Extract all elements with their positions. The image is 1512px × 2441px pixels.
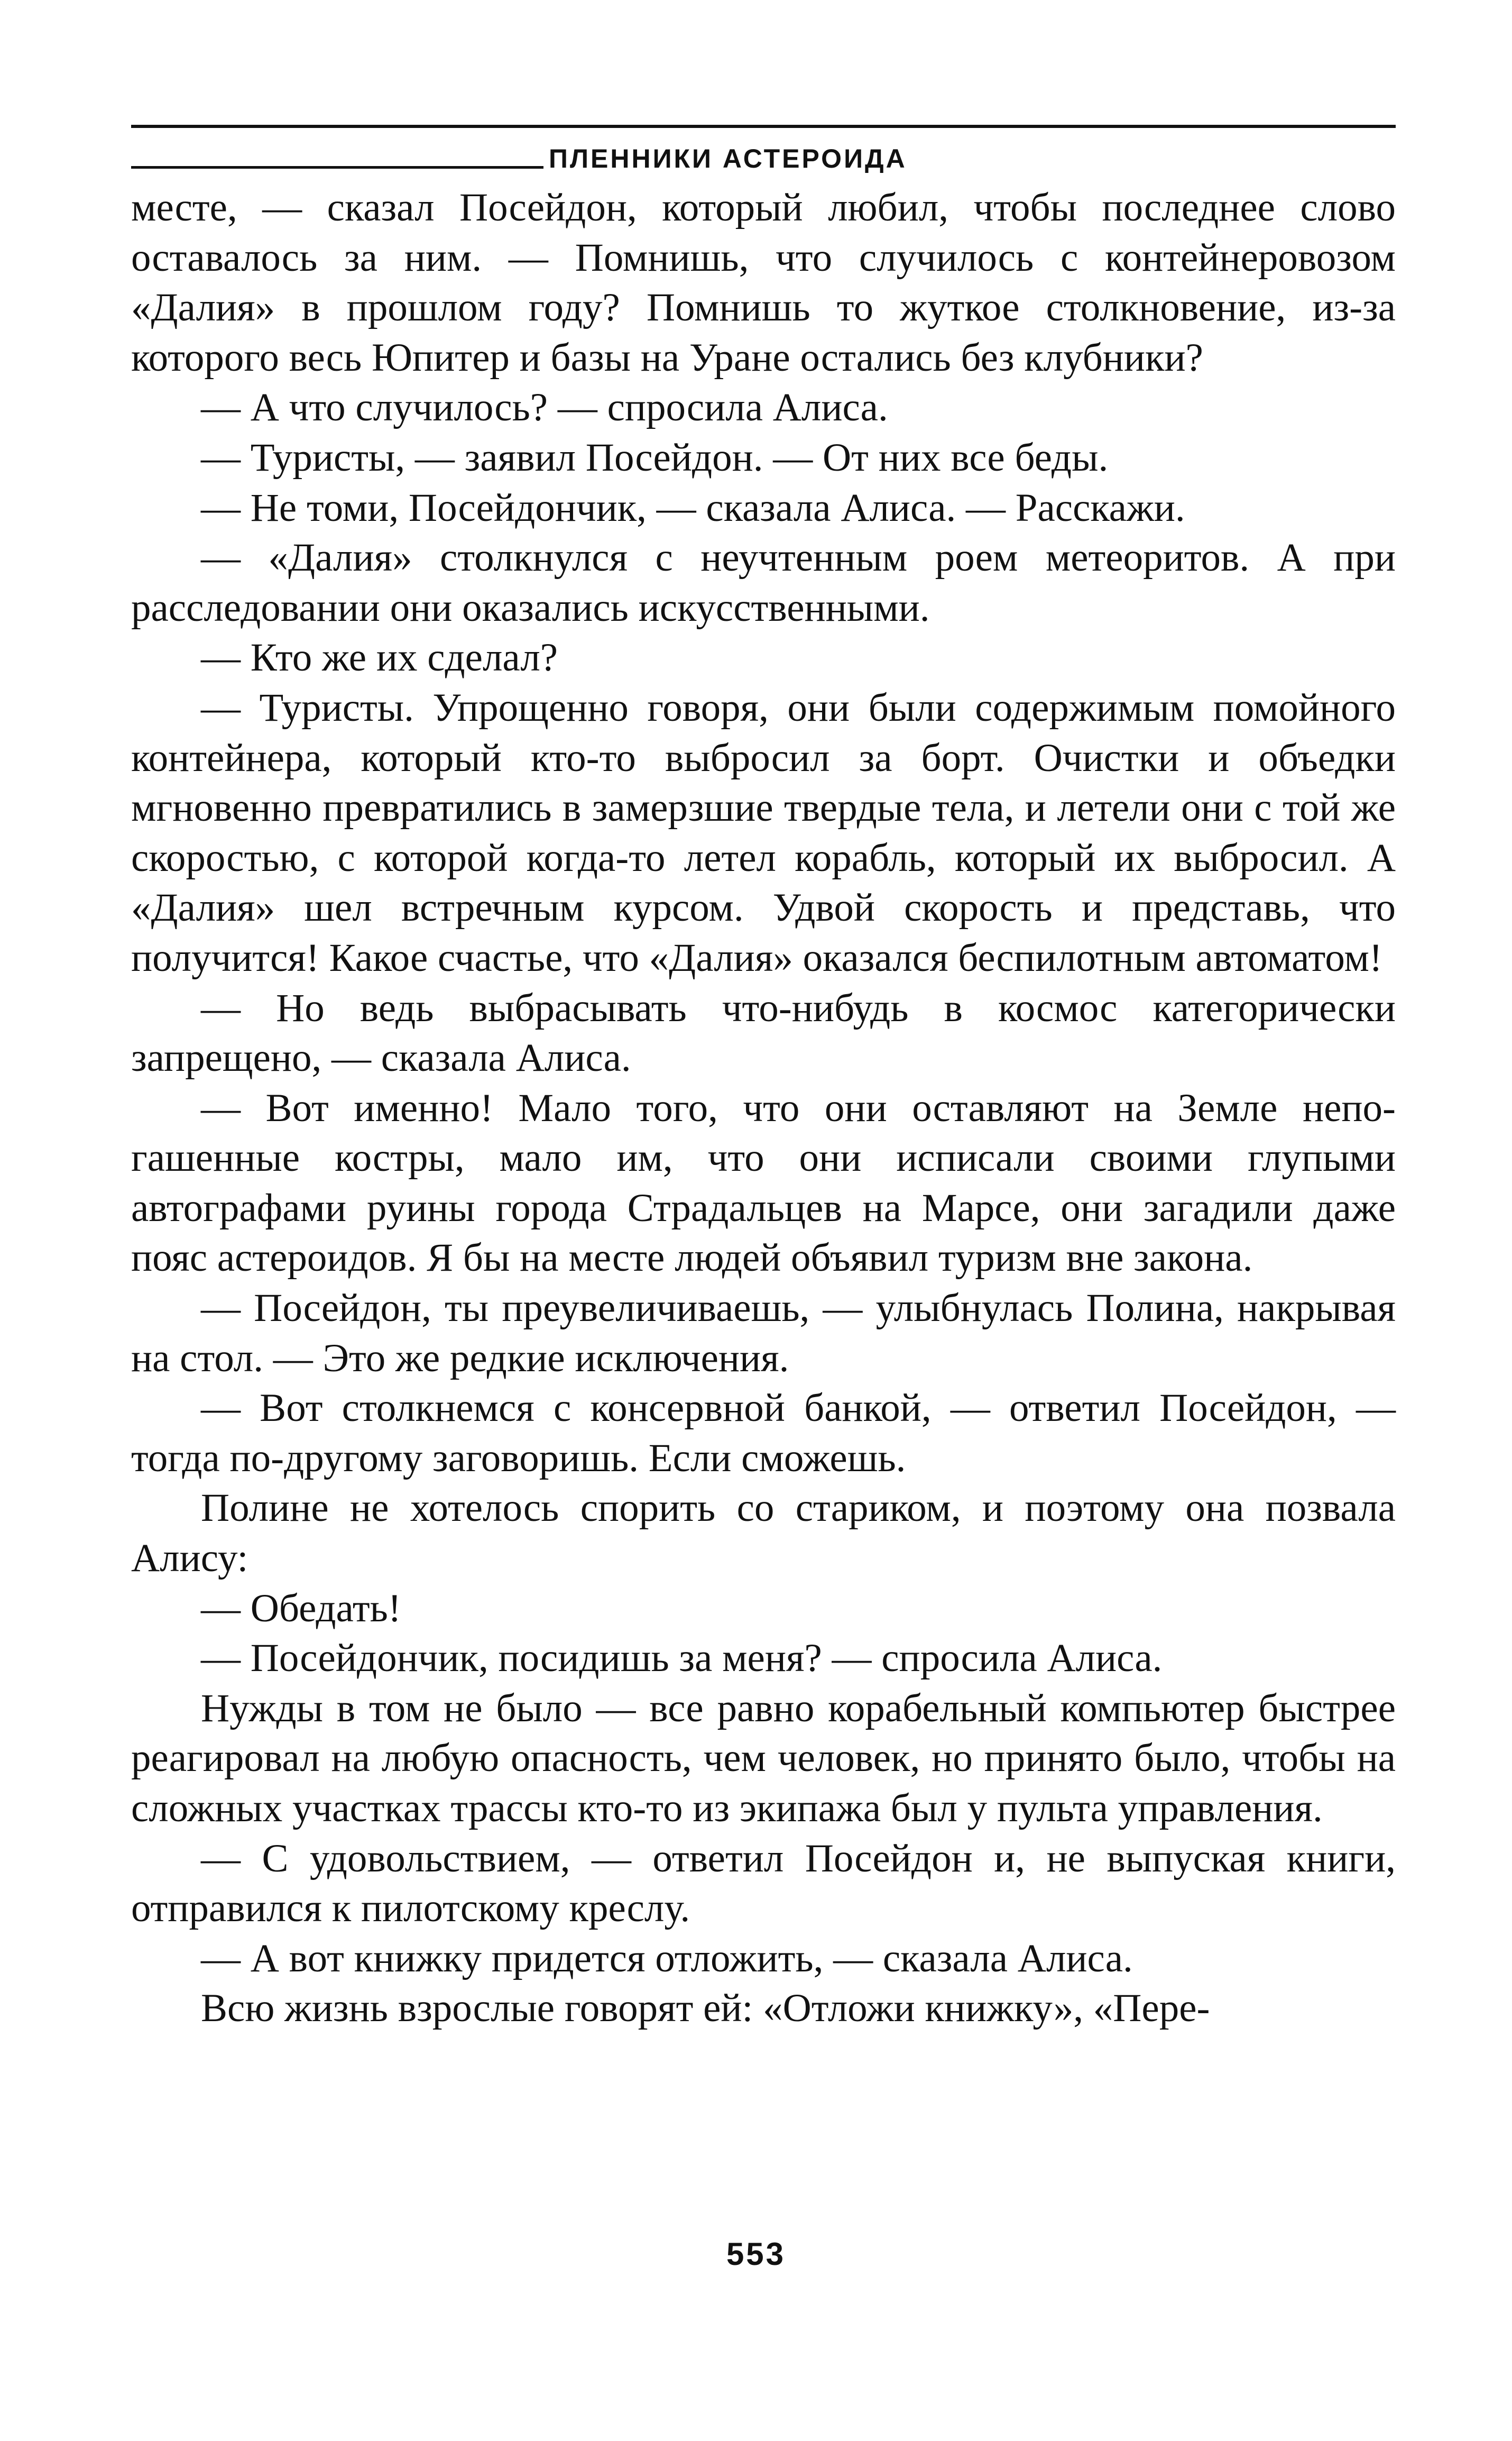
paragraph: — Вот столкнемся с консервной банкой, — ответил Посейдон, — тогда по-другому заговоришь. Если сможешь. xyxy=(131,1386,1396,1480)
paragraph: — Туристы, — заявил Посейдон. — От них все беды. xyxy=(201,435,1109,480)
paragraph: — Обедать! xyxy=(201,1586,401,1630)
paragraph: — Посейдончик, посидишь за меня? — спросила Алиса. xyxy=(201,1636,1163,1681)
header-top-rule xyxy=(131,125,1396,128)
paragraph: Нужды в том не было — все равно корабельный компьютер быстрее реагировал на любую опасность, чем человек, но принято было, чтобы на сложных участках трассы кто-то из экипажа был у пульта управления. xyxy=(131,1686,1396,1830)
paragraph: — Вот именно! Мало того, что они оставляют на Земле непогашенные костры, мало им, что они исписали своими глупыми автографами руины города Страдальцев на Марсе, они загадили даже пояс астероидов. Я бы на месте людей объявил туризм вне закона. xyxy=(131,1086,1396,1280)
page-number: 553 xyxy=(726,2236,786,2272)
body-text xyxy=(131,183,1396,2034)
paragraph: — Не томи, Посейдончик, — сказала Алиса. — Расскажи. xyxy=(201,485,1185,530)
paragraph: — С удовольствием, — ответил Посейдон и, не выпуская книги, отправился к пилотскому креслу. xyxy=(131,1836,1396,1931)
paragraph: месте, — сказал Посейдон, который любил, чтобы последнее слово оставалось за ним. — Помнишь, что случилось с контейнеровозом «Далия» в прошлом году? Помнишь то жуткое столкновение, из-за которого весь Юпитер и базы на Уране остались без клубники? xyxy=(131,186,1396,380)
paragraph: Полине не хотелось спорить со стариком, и поэтому она позвала Алису: xyxy=(131,1486,1396,1581)
paragraph: — Кто же их сделал? xyxy=(201,636,558,680)
paragraph: — А вот книжку придется отложить, — сказала Алиса. xyxy=(201,1936,1133,1980)
running-title: ПЛЕННИКИ АСТЕРОИДА xyxy=(549,144,907,173)
paragraph: — Посейдон, ты преувеличиваешь, — улыбнулась Полина, накрывая на стол. — Это же редкие исключения. xyxy=(131,1286,1396,1380)
paragraph: — Но ведь выбрасывать что-нибудь в космос категорически запрещено, — сказала Алиса. xyxy=(131,986,1396,1080)
paragraph: — А что случилось? — спросила Алиса. xyxy=(201,386,888,430)
book-page xyxy=(131,125,1396,2034)
header-left-rule xyxy=(131,166,543,169)
paragraph: — «Далия» столкнулся с неучтенным роем метеоритов. А при расследовании они оказались искусственными. xyxy=(131,536,1396,630)
paragraph: — Туристы. Упрощенно говоря, они были содержимым помойного контейнера, который кто-то выбросил за борт. Очистки и объедки мгновенно превратились в замерзшие твердые тела, и летели они с той же скоростью, с которой когда-то летел корабль, который их выбросил. А «Далия» шел встречным курсом. Удвой скорость и представь, что получится! Какое счастье, что «Далия» оказался беспилотным автоматом! xyxy=(131,685,1396,980)
paragraph: Всю жизнь взрослые говорят ей: «Отложи книжку», «Пере- xyxy=(201,1986,1210,2031)
page-header xyxy=(131,125,1396,183)
